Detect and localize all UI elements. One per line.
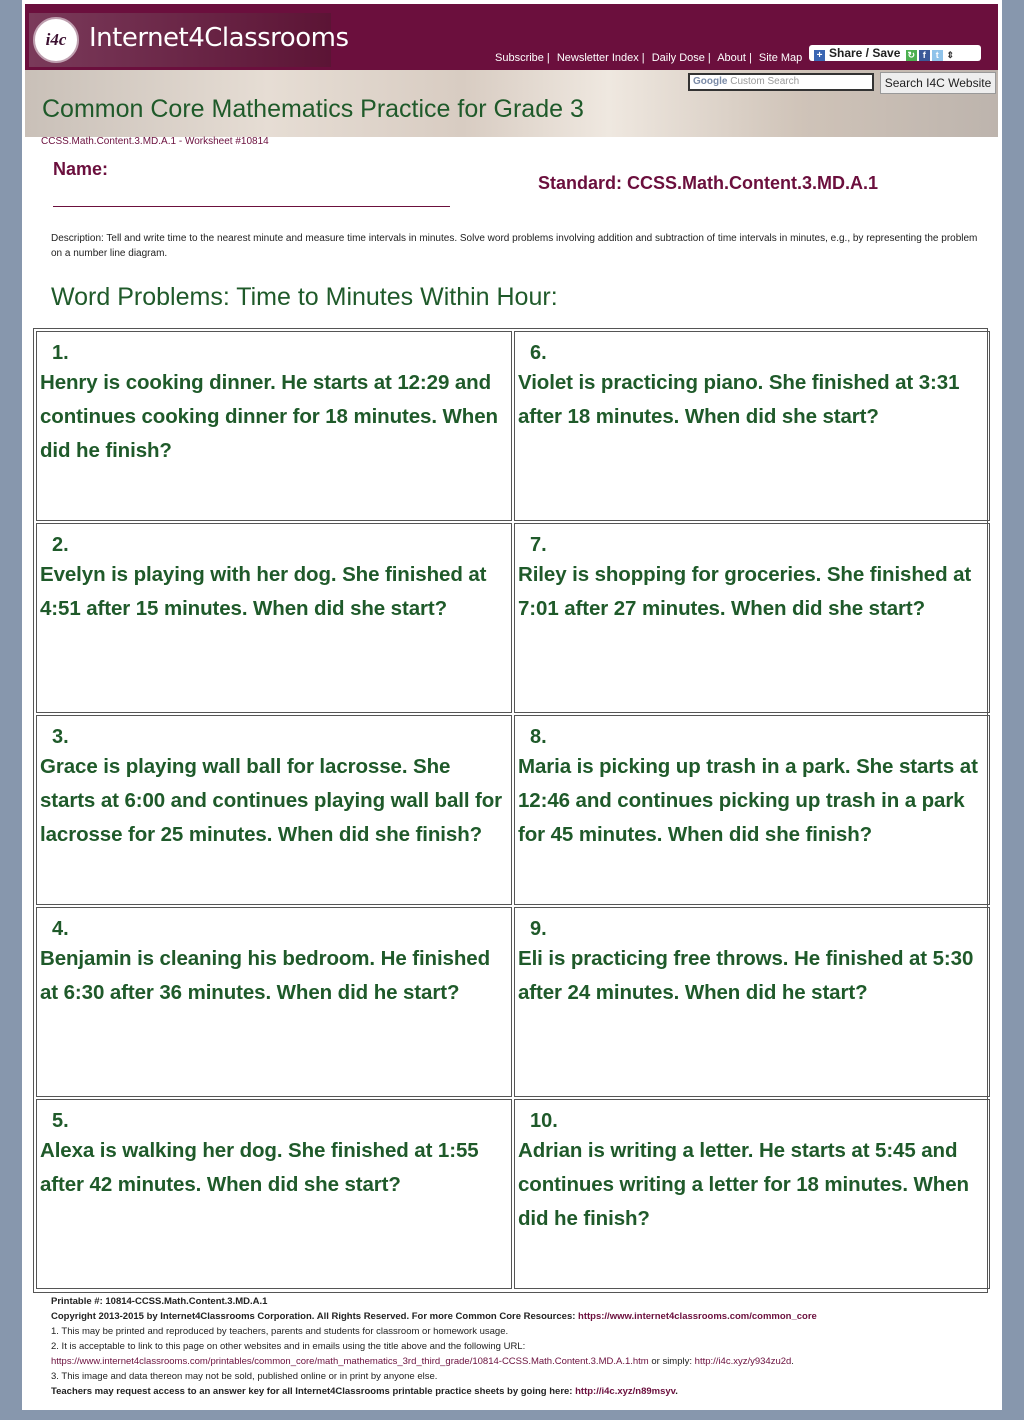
answer-key-line: Teachers may request access to an answer key for all Internet4Classrooms printable practice sheets by going here: http://i4c.xyz/n89msyv. [51,1386,678,1397]
problem-number: 6. [530,342,547,364]
search-placeholder: Custom Search [730,76,800,87]
problem-number: 1. [52,342,69,364]
problem-number: 7. [530,534,547,556]
footer [51,1294,991,1399]
problem-number: 10. [530,1110,558,1132]
nav-about[interactable]: About [717,52,746,64]
short-url-link[interactable]: http://i4c.xyz/y934zu2d [694,1356,792,1367]
problem-number: 2. [52,534,69,556]
url-or-text: or simply: [648,1356,695,1367]
common-core-link[interactable]: https://www.internet4classrooms.com/common_core [578,1311,817,1322]
problem-cell [514,331,990,521]
breadcrumb: CCSS.Math.Content.3.MD.A.1 - Worksheet #10814 [41,136,269,147]
problem-cell [36,331,512,521]
search-button[interactable]: Search I4C Website [880,72,996,94]
share-icon: ↻ [907,50,915,60]
problem-cell [36,715,512,905]
problem-text: Violet is practicing piano. She finished at 3:31 after 18 minutes. When did she start? [518,371,960,428]
problem-text: Eli is practicing free throws. He finished at 5:30 after 24 minutes. When did he start? [518,947,974,1004]
description: Description: Tell and write time to the nearest minute and measure time intervals in minutes. Solve word problems involving addition and subtraction of time intervals in minutes, e.g., by representing the problem on a number line diagram. [51,233,978,259]
problem-number: 8. [530,726,547,748]
problem-cell [36,1099,512,1289]
google-logo: Google [693,76,728,87]
plus-icon: + [814,50,825,61]
note-2: 2. It is acceptable to link to this page on other websites and in emails using the title above and the following URL: [51,1341,526,1352]
twitter-icon: t [932,50,943,61]
site-logo[interactable] [29,13,349,67]
problem-text: Evelyn is playing with her dog. She finished at 4:51 after 15 minutes. When did she start? [40,563,487,620]
problem-number: 4. [52,918,69,940]
search-input[interactable] [688,73,874,91]
note-1: 1. This may be printed and reproduced by teachers, parents and students for classroom or homework usage. [51,1326,509,1337]
copyright-line [51,1309,991,1324]
worksheet-url-link[interactable]: https://www.internet4classrooms.com/printables/common_core/math_mathematics_3rd_third_grade/10814-CCSS.Math.Content.3.MD.A.1.htm [51,1356,649,1367]
problem-text: Riley is shopping for groceries. She finished at 7:01 after 27 minutes. When did she start? [518,563,972,620]
problem-text: Alexa is walking her dog. She finished at 1:55 after 42 minutes. When did she start? [40,1139,479,1196]
problem-cell [514,907,990,1097]
share-save-button[interactable] [809,45,981,61]
logo-mark: i4c [33,17,79,63]
name-line [53,206,450,207]
note-3: 3. This image and data thereon may not be sold, published online or in print by anyone else. [51,1371,438,1382]
problem-cell [36,523,512,713]
problem-text: Benjamin is cleaning his bedroom. He finished at 6:30 after 36 minutes. When did he start? [40,947,491,1004]
nav-site-map[interactable]: Site Map [758,52,803,64]
nav-daily-dose[interactable]: Daily Dose [651,52,705,64]
problem-number: 3. [52,726,69,748]
logo-text: Internet4Classrooms [89,23,349,53]
problem-cell [514,715,990,905]
note-2-urls: https://www.internet4classrooms.com/printables/common_core/math_mathematics_3rd_third_grade/10814-CCSS.Math.Content.3.MD.A.1.htm or simply: http://i4c.xyz/y934zu2d. [51,1356,794,1367]
problem-cell [514,1099,990,1289]
problem-text: Henry is cooking dinner. He starts at 12:29 and continues cooking dinner for 18 minutes. When did he finish? [40,371,498,462]
problem-cell [514,523,990,713]
problem-text: Grace is playing wall ball for lacrosse. She starts at 6:00 and continues playing wall ball for lacrosse for 25 minutes. When did she finish? [40,755,503,846]
facebook-icon: f [919,50,930,61]
top-nav: Subscribe | Newsletter Index | Daily Dose | About | Site Map [495,52,803,64]
problem-cell [36,907,512,1097]
problem-number: 5. [52,1110,69,1132]
problem-number: 9. [530,918,547,940]
problem-text: Adrian is writing a letter. He starts at 5:45 and continues writing a letter for 18 minutes. When did he finish? [518,1139,969,1230]
share-label: Share / Save [829,46,901,60]
problem-text: Maria is picking up trash in a park. She starts at 12:46 and continues picking up trash in a park for 45 minutes. When did she finish? [518,755,978,846]
worksheet-page [22,0,1002,1410]
copyright-text: Copyright 2013-2015 by Internet4Classrooms Corporation. All Rights Reserved. For more Common Core Resources: [51,1311,576,1322]
nav-subscribe[interactable]: Subscribe [495,52,544,64]
printable-number: Printable #: 10814-CCSS.Math.Content.3.MD.A.1 [51,1296,268,1307]
section-heading: Word Problems: Time to Minutes Within Hour: [51,283,558,311]
answer-key-link[interactable]: http://i4c.xyz/n89msyv [575,1386,676,1397]
site-header [25,4,998,70]
nav-newsletter-index[interactable]: Newsletter Index [556,52,639,64]
name-label: Name: [53,159,109,179]
page-title: Common Core Mathematics Practice for Grade 3 [42,95,584,123]
problems-table [33,328,988,1293]
chevron-updown-icon: ⇕ [946,50,954,60]
standard-label: Standard: CCSS.Math.Content.3.MD.A.1 [538,173,879,193]
answer-key-text: Teachers may request access to an answer key for all Internet4Classrooms printable practice sheets by going here: [51,1386,573,1397]
